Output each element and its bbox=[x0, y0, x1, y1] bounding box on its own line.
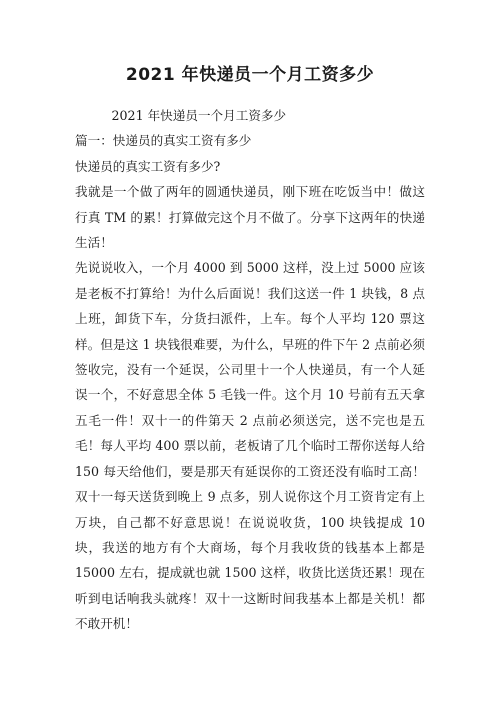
paragraph-section-heading: 篇一：快递员的真实工资有多少 bbox=[75, 133, 252, 149]
paragraph-subtitle: 2021 年快递员一个月工资多少 bbox=[111, 108, 287, 123]
paragraph-income: 先说说收入，一个月 4000 到 5000 这样，没上过 5000 应该是老板不打算给！为什么后面说！我们这送一件 1 块钱，8 点上班，卸货下车，分货扫派件，上车。每个人平均 120 票这样。但是这 1 块钱很难要，为什么，早班的件下午 2 点前必须签收完，没有一个延误，公司里十一个人快递员，有一个人延误一个，不好意思全体 5 毛钱一件。这个月 10 号前有五天拿五毛一件！双十一的件第天 2 点前必须送完，送不完也是五毛！每人平均 400 票以前，老板请了几个临时工帮你送每人给 150 每天给他们，要是那天有延误你的工资还没有临时工高！双十一每天送货到晚上 9 点多，别人说你这个月工资肯定有上万块，自己都不好意思说！在说说收货，100 块钱提成 10 块，我送的地方有个大商场，每个月我收货的钱基本上都是 15000 左右，提成就也就 1500 这样，收货比送货还累！现在听到电话响我头就疼！双十一这断时间我基本上都是关机！都不敢开机！ bbox=[75, 260, 425, 632]
paragraph-question: 快递员的真实工资有多少? bbox=[75, 158, 221, 174]
document-title: 2021 年快递员一个月工资多少 bbox=[125, 65, 375, 85]
document-body bbox=[75, 103, 425, 637]
paragraph-intro: 我就是一个做了两年的圆通快递员，刚下班在吃饭当中！做这行真 TM 的累！打算做完这个月不做了。分享下这两年的快递生活！ bbox=[75, 184, 425, 251]
